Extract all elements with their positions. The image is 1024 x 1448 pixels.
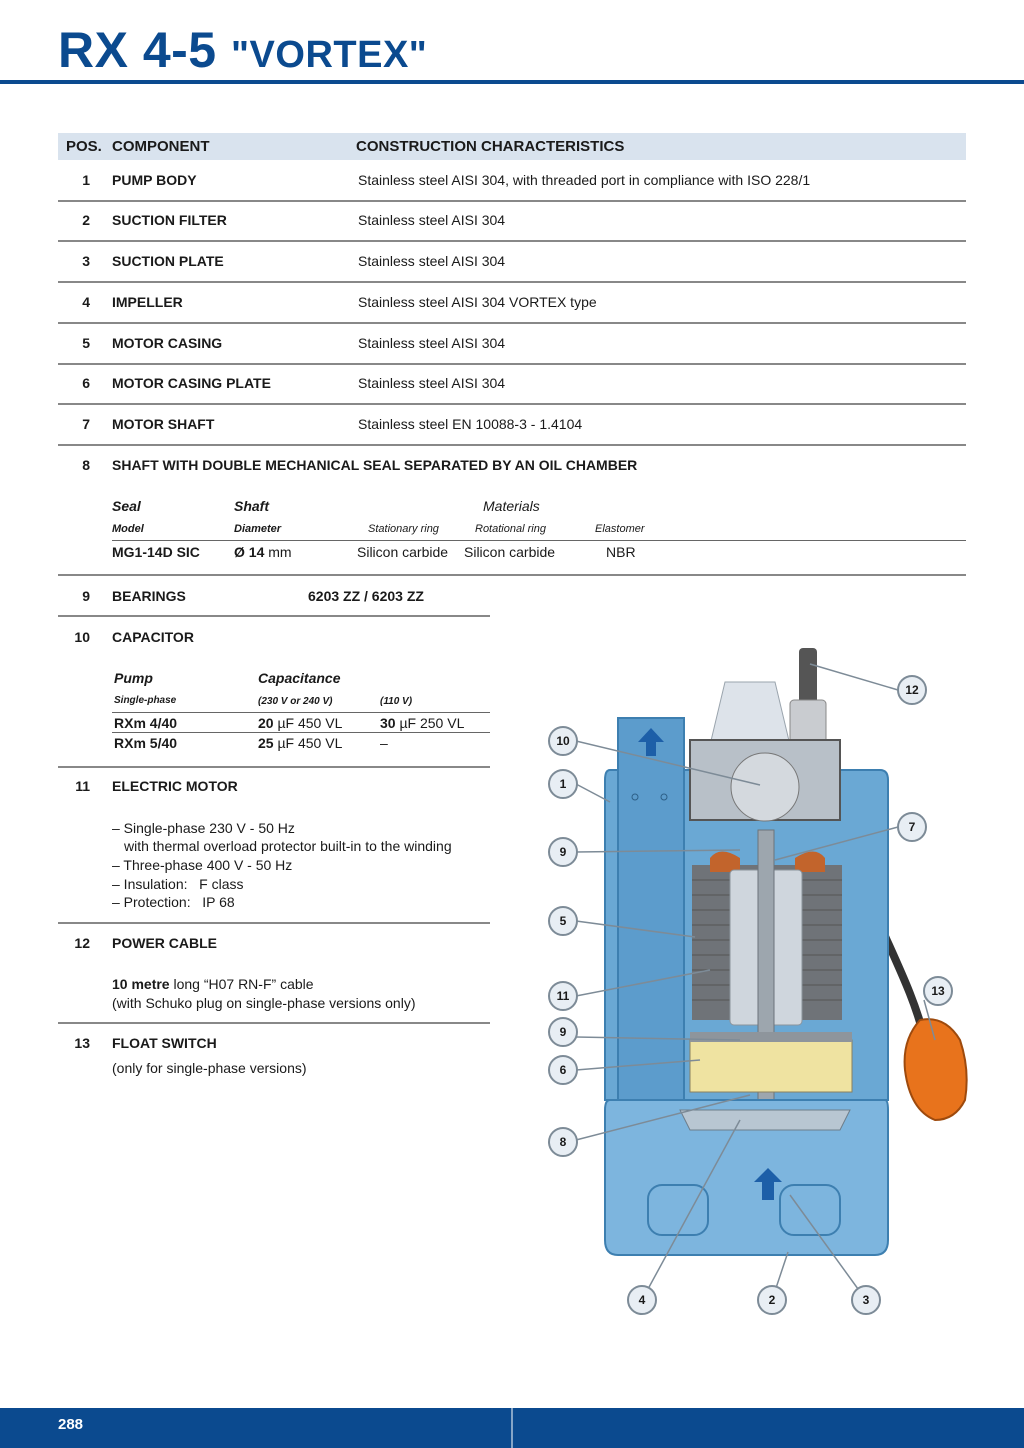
table-row xyxy=(58,406,966,446)
seal-stationary: Silicon carbide xyxy=(357,544,449,560)
bearings-value: 6203 ZZ / 6203 ZZ xyxy=(308,588,424,604)
svg-text:10: 10 xyxy=(556,734,570,748)
page-title xyxy=(58,18,427,87)
svg-text:9: 9 xyxy=(559,845,567,859)
row-component: ELECTRIC MOTOR xyxy=(112,778,238,794)
cap-col-pump: Pump xyxy=(114,670,153,686)
row-pos: 9 xyxy=(82,588,90,604)
seal-subtable-rule xyxy=(112,540,966,541)
cable-line: 10 metre long “H07 RN-F” cable xyxy=(112,976,314,992)
callout-12 xyxy=(898,676,926,704)
footer-divider xyxy=(511,1408,513,1448)
cap-rule xyxy=(112,732,490,733)
svg-text:6: 6 xyxy=(559,1063,567,1077)
callout-7 xyxy=(898,813,926,841)
row-divider xyxy=(58,281,966,283)
row-component: BEARINGS xyxy=(112,588,186,604)
row-divider xyxy=(58,574,966,576)
callout-4 xyxy=(628,1286,656,1314)
cap-110: – xyxy=(380,735,388,751)
callout-1 xyxy=(549,770,577,798)
table-row xyxy=(58,202,966,242)
header-characteristics: CONSTRUCTION CHARACTERISTICS xyxy=(356,138,625,155)
motor-line: – Protection: IP 68 xyxy=(112,894,235,910)
callout-10 xyxy=(549,727,577,755)
cap-rule xyxy=(112,712,490,713)
row-description: Stainless steel AISI 304 VORTEX type xyxy=(358,294,597,310)
row-description: Stainless steel AISI 304 xyxy=(358,375,506,391)
seal-col-materials: Materials xyxy=(483,498,540,514)
page-footer xyxy=(0,1408,1024,1448)
table-row xyxy=(58,325,966,365)
cap-110: 30 µF 250 VL xyxy=(380,715,465,731)
row-divider xyxy=(58,1022,490,1024)
seal-col-model: Model xyxy=(112,523,144,535)
cable-row xyxy=(58,925,490,965)
page-title-variant: "VORTEX" xyxy=(231,34,428,76)
row-divider xyxy=(58,444,966,446)
seal-model: MG1-14D SIC xyxy=(112,544,200,560)
row-component: POWER CABLE xyxy=(112,935,217,951)
row-description: Stainless steel AISI 304 xyxy=(358,253,506,269)
svg-text:4: 4 xyxy=(638,1293,646,1307)
callout-9 xyxy=(549,838,577,866)
callout-5 xyxy=(549,907,577,935)
callout-2 xyxy=(758,1286,786,1314)
table-row xyxy=(58,284,966,324)
row-component: PUMP BODY xyxy=(112,172,197,188)
motor-line: with thermal overload protector built-in to the winding xyxy=(124,838,452,854)
svg-text:7: 7 xyxy=(908,820,916,834)
float-note: (only for single-phase versions) xyxy=(112,1060,307,1076)
header-pos: POS. xyxy=(66,138,102,155)
callout-8 xyxy=(549,1128,577,1156)
svg-text:5: 5 xyxy=(559,914,567,928)
motor-line: – Three-phase 400 V - 50 Hz xyxy=(112,857,293,873)
svg-text:8: 8 xyxy=(559,1135,567,1149)
cap-col-230: (230 V or 240 V) xyxy=(258,696,333,707)
cap-col-capacitance: Capacitance xyxy=(258,670,341,686)
callout-6 xyxy=(549,1056,577,1084)
callout-3 xyxy=(852,1286,880,1314)
row-pos: 3 xyxy=(82,253,90,269)
cap-col-110: (110 V) xyxy=(380,696,413,707)
row-component: SHAFT WITH DOUBLE MECHANICAL SEAL SEPARATED BY AN OIL CHAMBER xyxy=(112,457,638,473)
row-component: FLOAT SWITCH xyxy=(112,1035,217,1051)
seal-col-diameter: Diameter xyxy=(234,523,282,535)
motor-row xyxy=(58,768,490,808)
float-row xyxy=(58,1025,490,1065)
row-pos: 2 xyxy=(82,212,90,228)
table-row xyxy=(58,243,966,283)
seal-col-seal: Seal xyxy=(112,498,141,514)
cap-230: 20 µF 450 VL xyxy=(258,715,343,731)
svg-text:1: 1 xyxy=(559,777,567,791)
row-description: Stainless steel AISI 304 xyxy=(358,335,506,351)
seal-col-elastomer: Elastomer xyxy=(595,523,645,535)
cap-230: 25 µF 450 VL xyxy=(258,735,343,751)
row-pos: 11 xyxy=(75,778,90,794)
table-row xyxy=(58,365,966,405)
row-pos: 5 xyxy=(82,335,90,351)
seal-row xyxy=(58,447,966,487)
table-row xyxy=(58,162,966,202)
svg-text:11: 11 xyxy=(556,989,570,1003)
row-component: MOTOR CASING xyxy=(112,335,223,351)
header-component: COMPONENT xyxy=(112,138,210,155)
svg-text:12: 12 xyxy=(905,683,919,697)
callout-layer xyxy=(540,640,980,1320)
row-pos: 4 xyxy=(82,294,90,310)
svg-text:13: 13 xyxy=(931,984,945,998)
row-description: Stainless steel EN 10088-3 - 1.4104 xyxy=(358,416,583,432)
row-component: SUCTION FILTER xyxy=(112,212,227,228)
row-divider xyxy=(58,403,966,405)
row-pos: 1 xyxy=(82,172,90,188)
row-divider xyxy=(58,240,966,242)
seal-rotational: Silicon carbide xyxy=(464,544,556,560)
bearings-row xyxy=(58,578,490,618)
seal-col-rotational: Rotational ring xyxy=(475,523,546,535)
seal-diameter: Ø 14 mm xyxy=(234,544,292,560)
callout-9 xyxy=(549,1018,577,1046)
motor-line: – Insulation: F class xyxy=(112,876,244,892)
svg-text:3: 3 xyxy=(862,1293,870,1307)
row-component: MOTOR CASING PLATE xyxy=(112,375,271,391)
row-divider xyxy=(58,615,490,617)
seal-col-shaft: Shaft xyxy=(234,498,269,514)
seal-col-stationary: Stationary ring xyxy=(368,523,439,535)
cap-pump: RXm 4/40 xyxy=(114,715,178,731)
row-pos: 7 xyxy=(82,416,90,432)
row-component: SUCTION PLATE xyxy=(112,253,224,269)
page-number: 288 xyxy=(58,1416,84,1433)
callout-13 xyxy=(924,977,952,1005)
row-component: CAPACITOR xyxy=(112,629,194,645)
motor-line: – Single-phase 230 V - 50 Hz xyxy=(112,820,295,836)
table-header xyxy=(58,133,966,160)
svg-text:2: 2 xyxy=(768,1293,776,1307)
capacitor-row xyxy=(58,619,490,659)
cap-col-single-phase: Single-phase xyxy=(114,695,177,706)
title-rule xyxy=(0,80,1024,84)
page-title-model: RX 4-5 xyxy=(58,22,217,78)
callout-11 xyxy=(549,982,577,1010)
row-pos: 10 xyxy=(74,629,90,645)
row-description: Stainless steel AISI 304 xyxy=(358,212,506,228)
row-pos: 8 xyxy=(82,457,90,473)
row-divider xyxy=(58,322,966,324)
row-component: MOTOR SHAFT xyxy=(112,416,215,432)
row-divider xyxy=(58,922,490,924)
svg-text:9: 9 xyxy=(559,1025,567,1039)
row-pos: 12 xyxy=(74,935,90,951)
row-pos: 6 xyxy=(82,375,90,391)
row-component: IMPELLER xyxy=(112,294,183,310)
row-pos: 13 xyxy=(74,1035,90,1051)
cap-pump: RXm 5/40 xyxy=(114,735,178,751)
row-description: Stainless steel AISI 304, with threaded port in compliance with ISO 228/1 xyxy=(358,172,811,188)
seal-elastomer: NBR xyxy=(606,544,636,560)
cable-line: (with Schuko plug on single-phase versions only) xyxy=(112,995,416,1011)
